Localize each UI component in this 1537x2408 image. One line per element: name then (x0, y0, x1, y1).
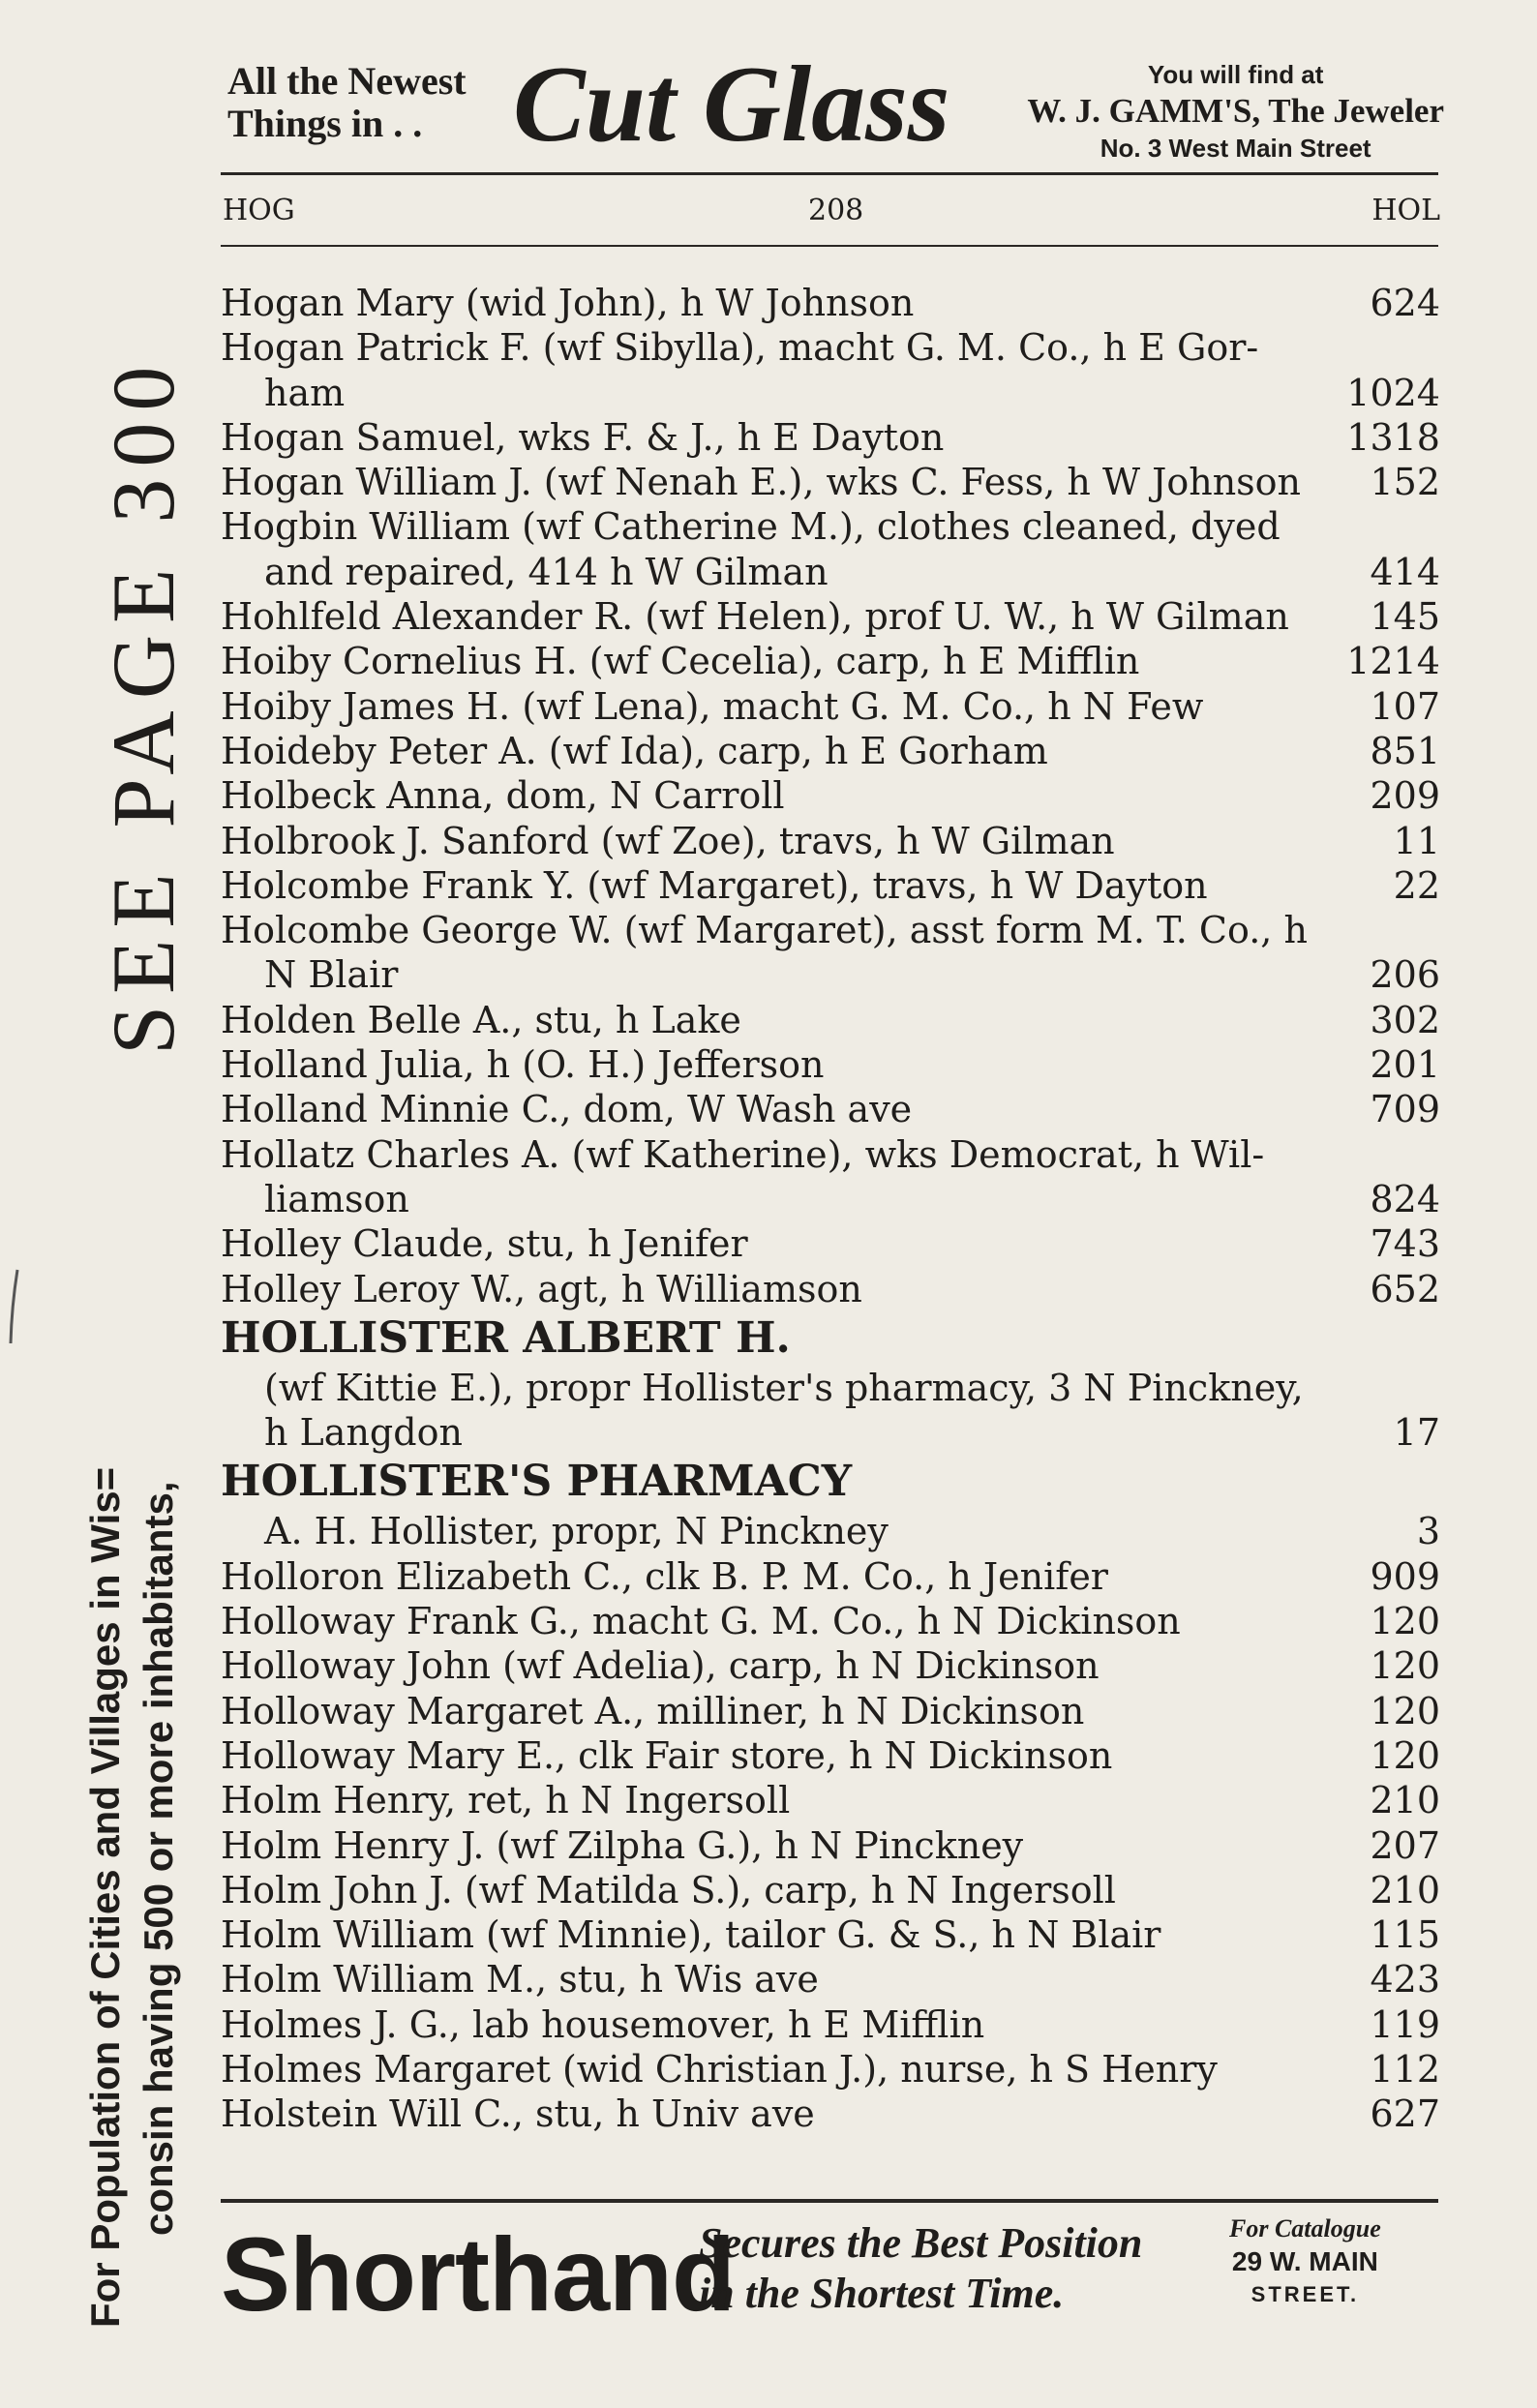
ad-top-left-line1: All the Newest (227, 59, 467, 103)
directory-entry (221, 594, 1440, 639)
top-advertisement (223, 45, 1444, 165)
directory-entry (221, 1455, 1440, 1553)
directory-entry (221, 1868, 1440, 1912)
entry-number: 209 (1370, 774, 1440, 818)
entry-continuation: liamson (264, 1177, 409, 1220)
entry-text: Holcombe Frank Y. (wf Margaret), travs, h W Dayton (221, 863, 1208, 907)
entry-text: Holm William M., stu, h Wis ave (221, 1958, 819, 2002)
side-see-page-text: SEE PAGE 300 (94, 354, 193, 1055)
entry-text: Holloway Mary E., clk Fair store, h N Dickinson (221, 1733, 1113, 1777)
entry-text: Holley Leroy W., agt, h Williamson (221, 1267, 862, 1310)
directory-entry (221, 998, 1440, 1042)
entry-text: Holm Henry J. (wf Zilpha G.), h N Pinckney (221, 1823, 1024, 1867)
entry-number: 120 (1370, 1733, 1440, 1777)
entry-bold-name: HOLLISTER ALBERT H. (221, 1312, 791, 1363)
ad-top-left-line2: Things in . . (227, 102, 423, 145)
entry-number: 1214 (1346, 640, 1440, 683)
entry-text: Hogan William J. (wf Nenah E.), wks C. Fess, h W Johnson (221, 461, 1302, 504)
entry-text: Holland Julia, h (O. H.) Jefferson (221, 1043, 825, 1087)
entry-number: 3 (1416, 1510, 1440, 1553)
entry-text: Hohlfeld Alexander R. (wf Helen), prof U. W., h W Gilman (221, 595, 1289, 639)
directory-entry (221, 1823, 1440, 1868)
ad-bottom-address-line2: 29 W. MAIN (1231, 2246, 1378, 2276)
directory-entry (221, 2002, 1440, 2047)
directory-entry (221, 460, 1440, 504)
ad-bottom-slogan (699, 2218, 1142, 2319)
entry-number: 302 (1370, 998, 1440, 1041)
ad-top-right-line3: No. 3 West Main Street (1100, 134, 1371, 163)
directory-entry (221, 1087, 1440, 1131)
entry-bold-name: HOLLISTER'S PHARMACY (221, 1457, 853, 1507)
bottom-rule (221, 2199, 1438, 2203)
entry-number: 120 (1370, 1689, 1440, 1732)
directory-entry (221, 1912, 1440, 1957)
directory-entry (221, 1042, 1440, 1087)
entry-number: 120 (1370, 1644, 1440, 1688)
directory-entry (221, 1311, 1440, 1456)
entry-text: Holbrook J. Sanford (wf Zoe), travs, h W Gilman (221, 819, 1115, 862)
entry-text: Hoideby Peter A. (wf Ida), carp, h E Gorham (221, 729, 1048, 772)
header-first-word: HOG (223, 194, 295, 227)
entry-text: Hogan Patrick F. (wf Sibylla), macht G. M. Co., h E Gor- (221, 326, 1259, 370)
entry-number: 824 (1370, 1177, 1440, 1220)
directory-entry (221, 1599, 1440, 1643)
entry-text: Holden Belle A., stu, h Lake (221, 998, 741, 1041)
entry-text: Holmes Margaret (wid Christian J.), nurse, h S Henry (221, 2047, 1218, 2091)
ad-bottom-slogan-line1: Secures the Best Position (699, 2219, 1143, 2267)
directory-entry (221, 2092, 1440, 2136)
ad-top-right-text (1027, 56, 1444, 166)
entry-number: 201 (1370, 1043, 1440, 1087)
ad-bottom-headline: Shorthand (221, 2215, 735, 2333)
entry-number: 624 (1370, 282, 1440, 324)
header-rule-top (221, 172, 1438, 175)
header-rule-bottom (221, 245, 1438, 247)
entry-number: 909 (1370, 1554, 1440, 1598)
directory-entry (221, 1733, 1440, 1778)
entry-text: Holland Minnie C., dom, W Wash ave (221, 1088, 913, 1131)
directory-entry (221, 729, 1440, 773)
side-population-line1: For Population of Cities and Villages in Wis= (82, 1466, 128, 2328)
entry-continuation: and repaired, 414 h W Gilman (264, 550, 829, 593)
entry-number: 851 (1370, 729, 1440, 772)
entry-text: Hoiby Cornelius H. (wf Cecelia), carp, h E Mifflin (221, 640, 1140, 683)
entry-number: 709 (1370, 1088, 1440, 1131)
entry-number: 119 (1370, 2002, 1440, 2046)
directory-entry (221, 1221, 1440, 1266)
directory-entry (221, 1267, 1440, 1311)
entry-continuation: (wf Kittie E.), propr Hollister's pharmacy, 3 N Pinckney, (264, 1366, 1304, 1409)
directory-entry (221, 819, 1440, 863)
ad-top-headline: Cut Glass (513, 45, 950, 165)
entry-text: Holstein Will C., stu, h Univ ave (221, 2092, 815, 2136)
directory-entry (221, 415, 1440, 460)
entry-text: Holloway Frank G., macht G. M. Co., h N Dickinson (221, 1600, 1181, 1643)
entry-number: 152 (1370, 461, 1440, 504)
entry-continuation: ham (264, 371, 346, 414)
entry-text: Holley Claude, stu, h Jenifer (221, 1222, 748, 1266)
directory-entry (221, 1554, 1440, 1599)
pencil-mark-icon (8, 1268, 21, 1345)
entry-continuation: h Langdon (264, 1411, 463, 1455)
header-last-word: HOL (1371, 194, 1440, 227)
entry-number: 112 (1370, 2047, 1440, 2091)
entry-text: Holloway John (wf Adelia), carp, h N Dickinson (221, 1644, 1100, 1688)
directory-entry (221, 863, 1440, 908)
entry-number: 107 (1370, 684, 1440, 728)
entry-text: Hogan Samuel, wks F. & J., h E Dayton (221, 415, 945, 459)
directory-entry (221, 1778, 1440, 1822)
directory-entry (221, 773, 1440, 818)
entry-number: 120 (1370, 1600, 1440, 1643)
directory-entry (221, 281, 1440, 325)
entry-number: 206 (1370, 953, 1440, 997)
entry-number: 145 (1370, 595, 1440, 639)
directory-entry (221, 684, 1440, 729)
directory-entry (221, 1643, 1440, 1688)
side-population-line2: consin having 500 or more inhabitants, (136, 1481, 181, 2236)
entry-number: 414 (1370, 550, 1440, 593)
entry-number: 22 (1393, 863, 1440, 907)
entry-number: 627 (1370, 2092, 1440, 2136)
ad-top-right-line2: W. J. GAMM'S, The Jeweler (1027, 92, 1444, 130)
entry-number: 423 (1370, 1958, 1440, 2002)
directory-entry (221, 504, 1440, 594)
entry-text: Holmes J. G., lab housemover, h E Mifflin (221, 2002, 985, 2046)
ad-bottom-address-line3: STREET. (1251, 2282, 1360, 2306)
entry-text: Holm William (wf Minnie), tailor G. & S., h N Blair (221, 1913, 1161, 1957)
ad-top-left-text (227, 60, 467, 145)
ad-top-right-line1: You will find at (1147, 60, 1324, 89)
entry-continuation: A. H. Hollister, propr, N Pinckney (264, 1510, 889, 1553)
ad-bottom-address-line1: For Catalogue (1229, 2214, 1381, 2242)
entry-text: Hollatz Charles A. (wf Katherine), wks Democrat, h Wil- (221, 1132, 1265, 1176)
entry-text: Holloway Margaret A., milliner, h N Dickinson (221, 1689, 1085, 1732)
entry-text: Holm John J. (wf Matilda S.), carp, h N Ingersoll (221, 1868, 1116, 1911)
entry-number: 11 (1393, 819, 1440, 862)
entry-text: Hogbin William (wf Catherine M.), clothes cleaned, dyed (221, 505, 1281, 549)
ad-bottom-address (1229, 2212, 1381, 2311)
directory-entry (221, 1689, 1440, 1733)
directory-entry (221, 2047, 1440, 2092)
entry-number: 115 (1370, 1913, 1440, 1957)
entry-number: 17 (1393, 1411, 1440, 1455)
entry-number: 1024 (1346, 371, 1440, 414)
directory-entry (221, 908, 1440, 998)
entry-text: Hoiby James H. (wf Lena), macht G. M. Co., h N Few (221, 684, 1204, 728)
entry-text: Holloron Elizabeth C., clk B. P. M. Co., h Jenifer (221, 1554, 1108, 1598)
directory-entry (221, 639, 1440, 683)
ad-bottom-slogan-line2: in the Shortest Time. (699, 2270, 1065, 2317)
entry-text: Hogan Mary (wid John), h W Johnson (221, 282, 915, 324)
entry-continuation: N Blair (264, 953, 399, 997)
directory-entry (221, 325, 1440, 415)
entry-number: 210 (1370, 1779, 1440, 1822)
entry-number: 210 (1370, 1868, 1440, 1911)
directory-entry (221, 1957, 1440, 2002)
entry-number: 1318 (1346, 415, 1440, 459)
entry-number: 652 (1370, 1267, 1440, 1310)
directory-listing (221, 281, 1440, 2137)
entry-number: 743 (1370, 1222, 1440, 1266)
directory-entry (221, 1132, 1440, 1222)
entry-text: Holm Henry, ret, h N Ingersoll (221, 1779, 791, 1822)
entry-text: Holbeck Anna, dom, N Carroll (221, 774, 785, 818)
entry-text: Holcombe George W. (wf Margaret), asst form M. T. Co., h (221, 909, 1308, 952)
page-number: 208 (808, 194, 864, 227)
entry-number: 207 (1370, 1823, 1440, 1867)
